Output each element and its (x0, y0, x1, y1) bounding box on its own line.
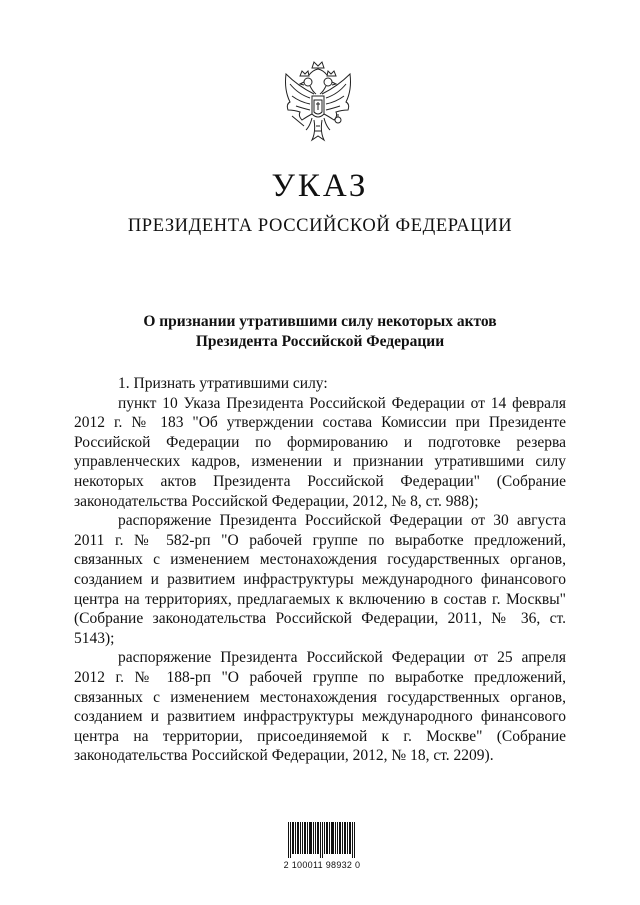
body-paragraph-decree-point: пункт 10 Указа Президента Российской Федерации от 14 февраля 2012 г. № 183 "Об утверждении состава Комиссии при Президенте Российской Федерации по формированию и подготовке резерва управленческих кадров, изменении и признании утратившими силу некоторых актов Президента Российской Федерации" (Собрание законодательства Российской Федерации, 2012, № 8, ст. 988); (74, 394, 566, 510)
document-type-title: УКАЗ (271, 168, 369, 204)
decree-heading-line-2: Президента Российской Федерации (195, 333, 445, 350)
barcode-bars-icon (288, 822, 356, 858)
body-paragraph-order-188: распоряжение Президента Российской Федерации от 25 апреля 2012 г. № 188-рп "О рабочей группе по выработке предложений, связанных с изменением местонахождения государственных органов, созданием и развитием инфраструктуры международного финансового центра на территории, присоединяемой к г. Москве" (Собрание законодательства Российской Федерации, 2012, № 18, ст. 2209). (74, 649, 566, 765)
body-paragraph-order-582: распоряжение Президента Российской Федерации от 30 августа 2011 г. № 582-рп "О рабочей группе по выработке предложений, связанных с изменением местонахождения государственных органов, созданием и развитием инфраструктуры международного финансового центра на территориях, предлагаемых к включению в состав г. Москвы" (Собрание законодательства Российской Федерации, 2011, № 36, ст. 5143); (74, 512, 566, 647)
document-issuer-subtitle: ПРЕЗИДЕНТА РОССИЙСКОЙ ФЕДЕРАЦИИ (127, 216, 513, 236)
decree-heading-line-1: О признании утратившими силу некоторых актов (143, 313, 497, 330)
barcode-number: 2 100011 98932 0 (283, 860, 361, 870)
barcode (282, 822, 362, 872)
coat-of-arms-icon (278, 60, 358, 152)
body-paragraph-item-1: 1. Признать утратившими силу: (118, 375, 328, 392)
decree-heading (60, 312, 580, 352)
decree-body (74, 374, 566, 766)
